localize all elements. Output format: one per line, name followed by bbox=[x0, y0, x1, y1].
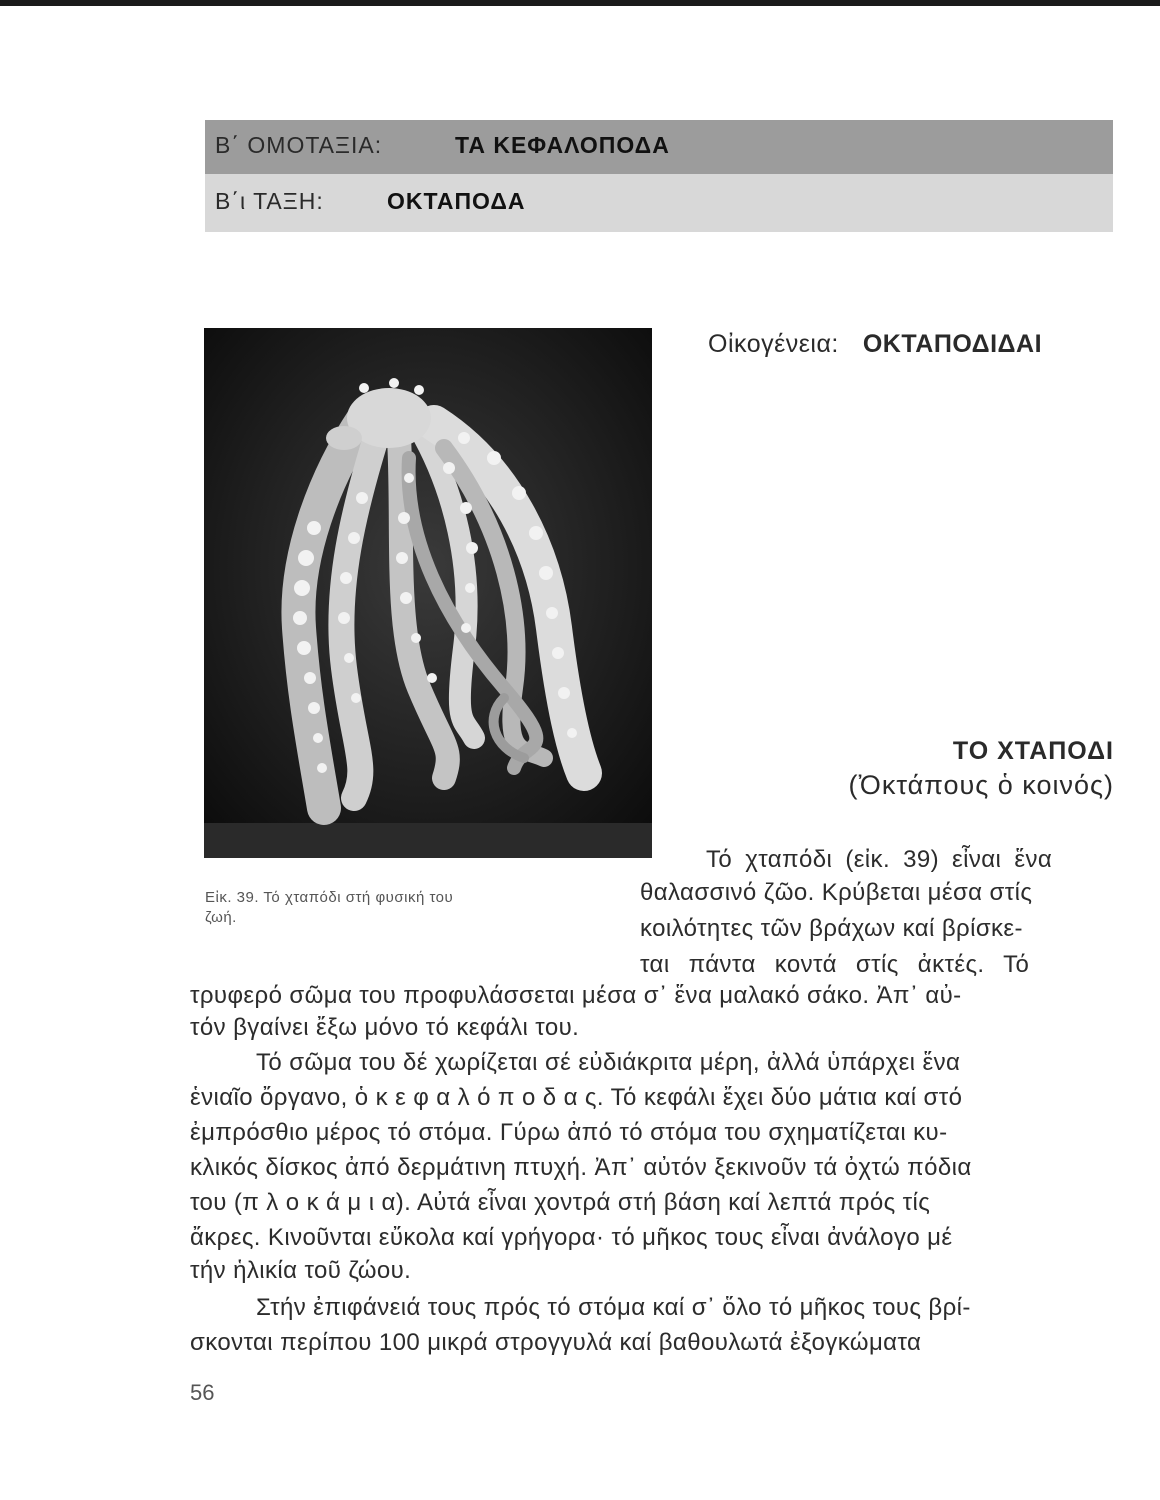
body-text-line: Τό σῶμα του δέ χωρίζεται σέ εὐδιάκριτα μέρη, ἀλλά ὑπάρχει ἕνα bbox=[256, 1049, 961, 1076]
class-value: ΤΑ ΚΕΦΑΛΟΠΟΔΑ bbox=[455, 132, 670, 158]
body-text-line: κοιλότητες τῶν βράχων καί βρίσκε- bbox=[640, 915, 1023, 942]
species-title: ΤΟ ΧΤΑΠΟΔΙ bbox=[952, 737, 1114, 765]
class-header-band bbox=[205, 120, 1113, 174]
class-label: Β΄ ΟΜΟΤΑΞΙΑ: bbox=[215, 132, 383, 158]
caption-line: ζωή. bbox=[205, 909, 237, 926]
body-text-line: σκονται περίπου 100 μικρά στρογγυλά καί βαθουλωτά ἐξογκώματα bbox=[190, 1329, 922, 1356]
caption-line: Εἰκ. 39. Τό χταπόδι στή φυσική του bbox=[205, 889, 454, 906]
body-text-line: ται πάντα κοντά στίς ἀκτές. Τό bbox=[640, 951, 1030, 978]
body-text-line: τρυφερό σῶμα του προφυλάσσεται μέσα σ᾽ ἕνα μαλακό σάκο. Ἀπ᾽ αὐ- bbox=[190, 982, 962, 1009]
order-label: Β΄ι ΤΑΞΗ: bbox=[215, 188, 324, 214]
family-label: Οἰκογένεια: bbox=[708, 330, 839, 358]
family-value: ΟΚΤΑΠΟΔΙΔΑΙ bbox=[862, 330, 1043, 358]
body-text-line: Στήν ἐπιφάνειά τους πρός τό στόμα καί σ᾽ ὅλο τό μῆκος τους βρί- bbox=[256, 1294, 971, 1321]
species-scientific-name: (Ὀκτάπους ὁ κοινός) bbox=[848, 770, 1114, 800]
body-text-line: θαλασσινό ζῶο. Κρύβεται μέσα στίς bbox=[640, 879, 1033, 906]
body-text-line: ἄκρες. Κινοῦνται εὔκολα καί γρήγορα· τό μῆκος τους εἶναι ἀνάλογο μέ bbox=[190, 1224, 953, 1251]
order-header-band bbox=[205, 174, 1113, 232]
family-heading bbox=[708, 330, 1118, 359]
body-text-line: κλικός δίσκος ἀπό δερμάτινη πτυχή. Ἀπ᾽ αὐτόν ξεκινοῦν τά ὀχτώ πόδια bbox=[190, 1154, 972, 1181]
page-number: 56 bbox=[190, 1380, 215, 1405]
body-text-line: του (π λ ο κ ά μ ι α). Αὐτά εἶναι χοντρά στή βάση καί λεπτά πρός τίς bbox=[190, 1189, 931, 1216]
body-text-line: τήν ἡλικία τοῦ ζώου. bbox=[190, 1257, 412, 1284]
octopus-photo bbox=[204, 328, 652, 858]
body-text-line: ἑνιαῖο ὄργανο, ὁ κ ε φ α λ ό π ο δ α ς. Τό κεφάλι ἔχει δύο μάτια καί στό bbox=[190, 1084, 963, 1111]
top-border-rule bbox=[0, 0, 1160, 6]
body-text-line: τόν βγαίνει ἔξω μόνο τό κεφάλι του. bbox=[190, 1014, 580, 1041]
body-text-line: Τό χταπόδι (εἰκ. 39) εἶναι ἕνα bbox=[706, 846, 1053, 873]
figure-caption bbox=[205, 888, 565, 928]
order-value: ΟΚΤΑΠΟΔΑ bbox=[387, 188, 526, 214]
body-text-line: ἐμπρόσθιο μέρος τό στόμα. Γύρω ἀπό τό στόμα του σχηματίζεται κυ- bbox=[190, 1119, 948, 1146]
